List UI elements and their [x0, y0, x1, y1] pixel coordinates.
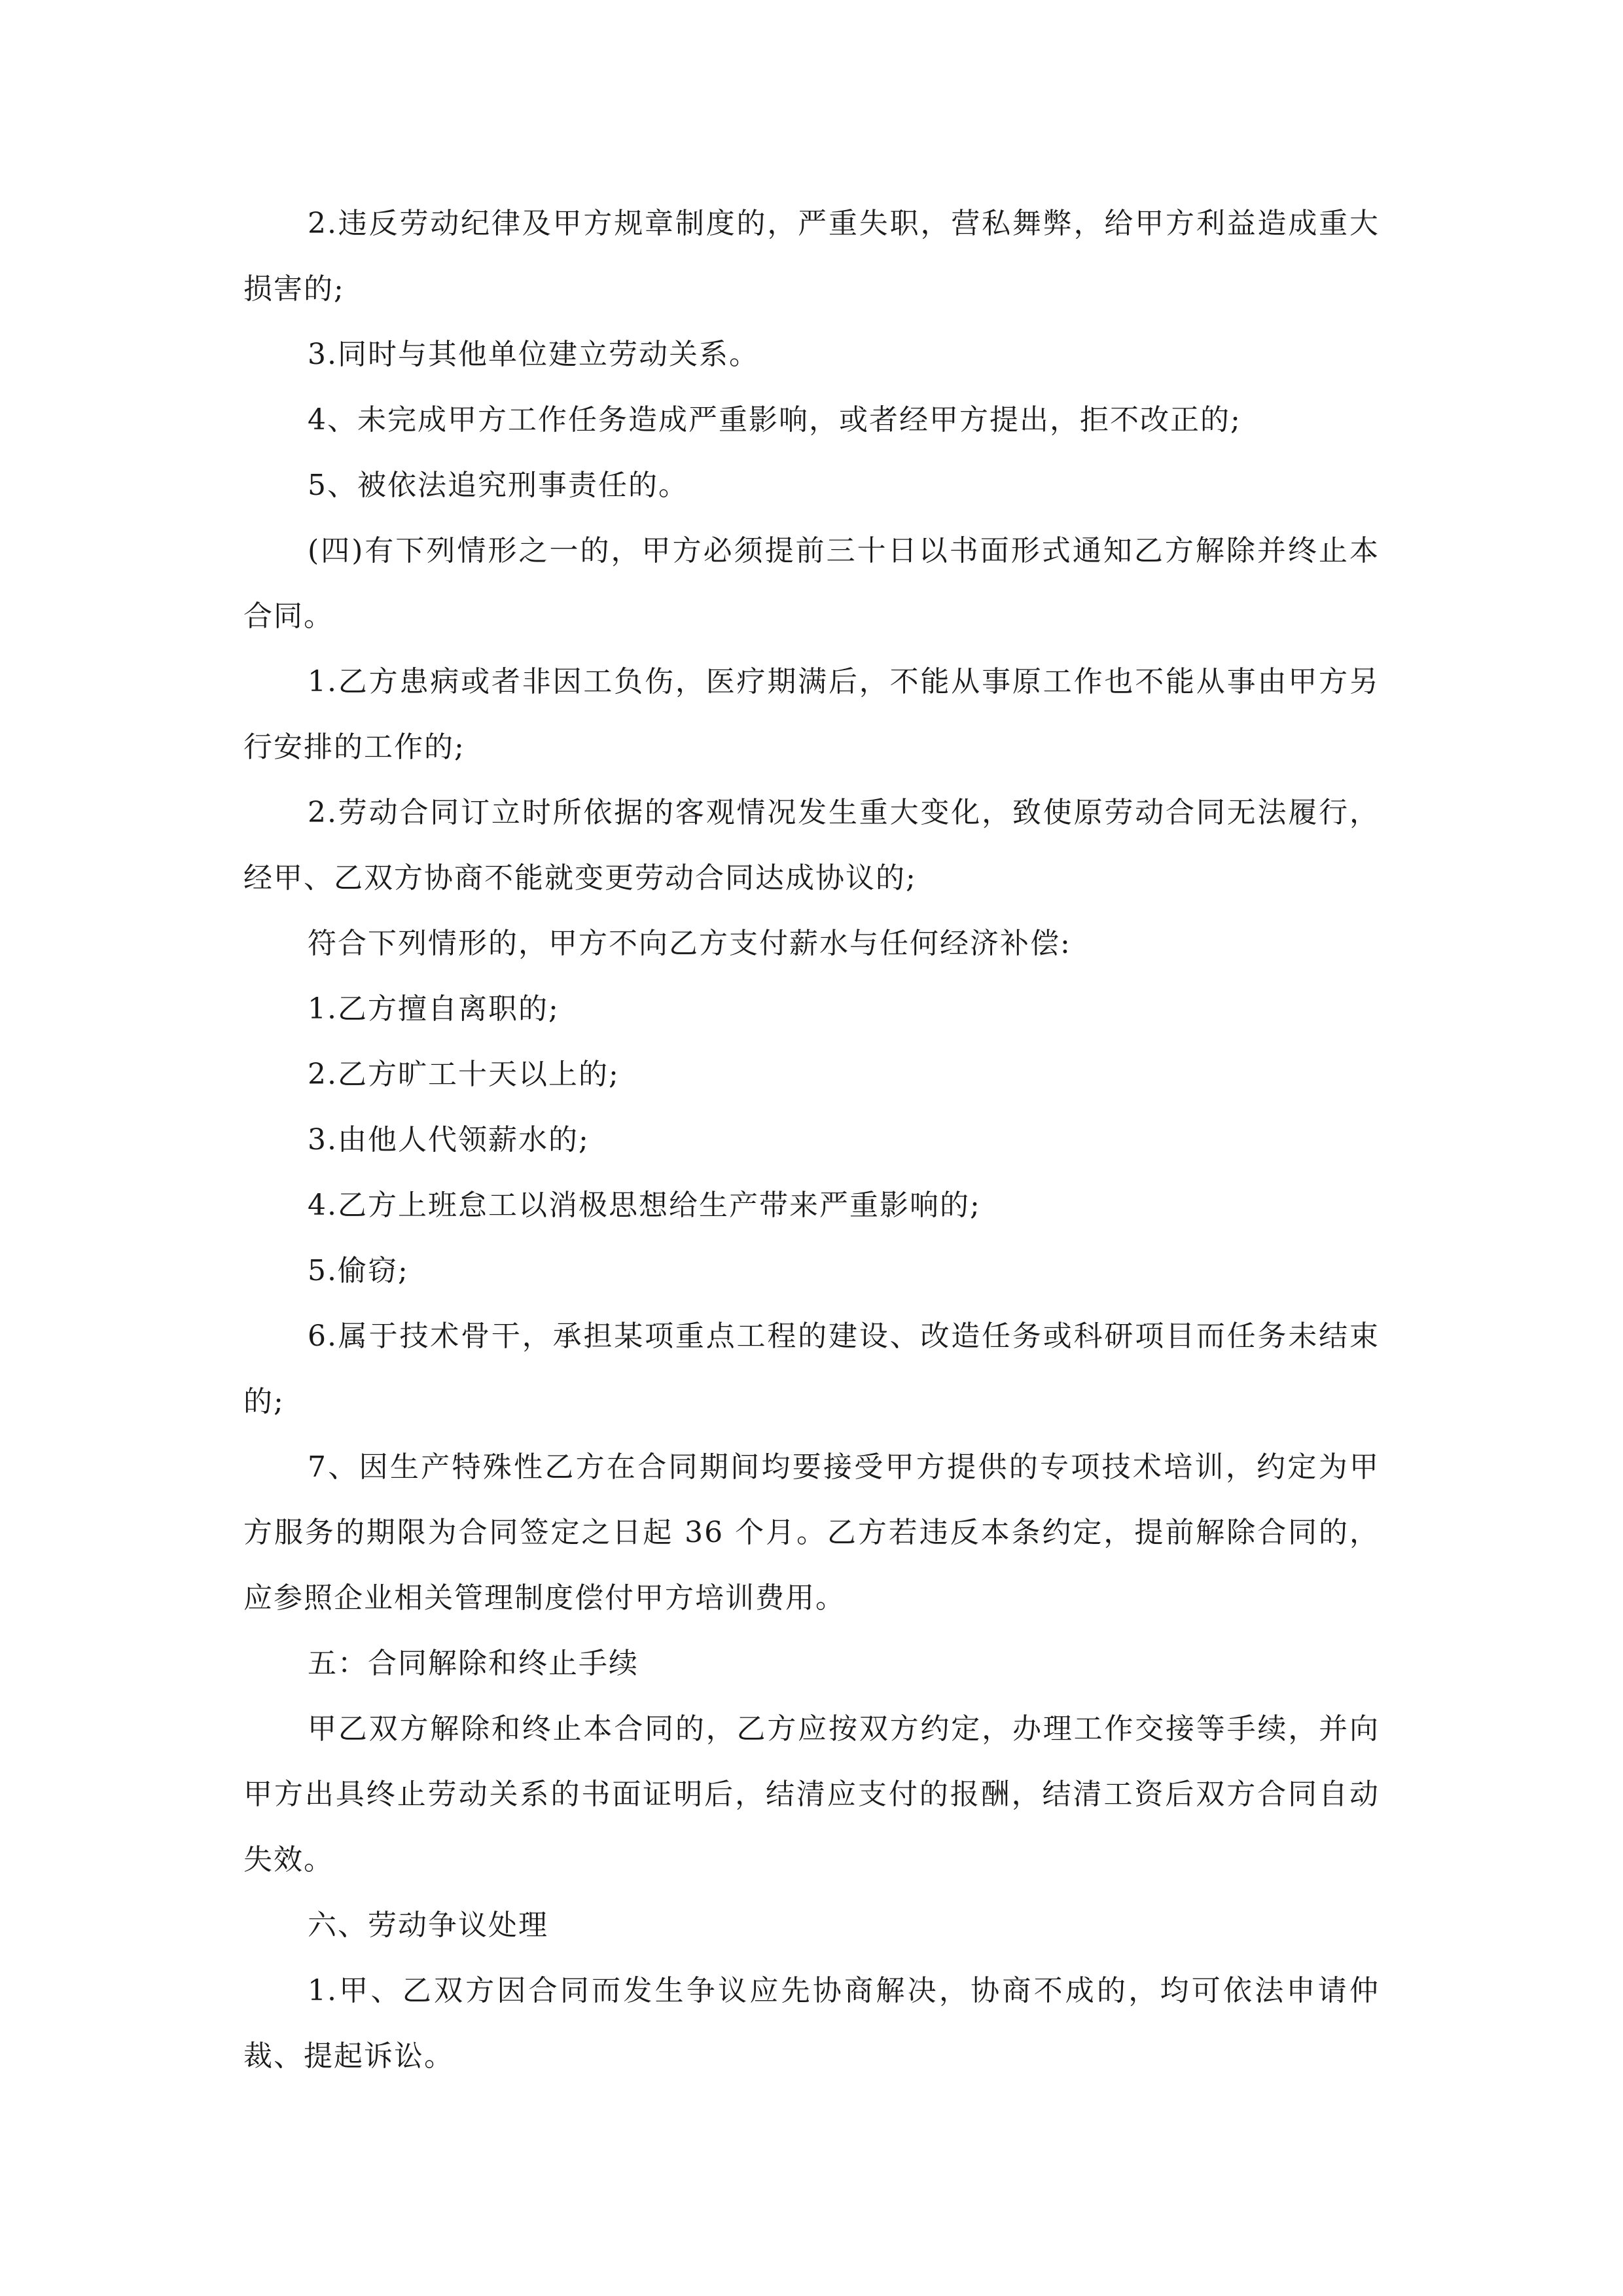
paragraph: 3.由他人代领薪水的;	[308, 1123, 590, 1157]
paragraph: 6.属于技术骨干，承担某项重点工程的建设、改造任务或科研项目而任务未结束的;	[243, 1319, 1380, 1418]
section-heading: 五：合同解除和终止手续	[308, 1647, 639, 1680]
paragraph: 3.同时与其他单位建立劳动关系。	[308, 338, 759, 371]
paragraph: 甲乙双方解除和终止本合同的，乙方应按双方约定，办理工作交接等手续，并向甲方出具终止劳动关系的书面证明后，结清应支付的报酬，结清工资后双方合同自动失效。	[243, 1712, 1380, 1876]
paragraph: 4、未完成甲方工作任务造成严重影响，或者经甲方提出，拒不改正的;	[308, 403, 1241, 437]
paragraph: 1.乙方擅自离职的;	[308, 992, 560, 1026]
paragraph: 符合下列情形的，甲方不向乙方支付薪水与任何经济补偿:	[308, 927, 1071, 960]
paragraph: 1.甲、乙双方因合同而发生争议应先协商解决，协商不成的，均可依法申请仲裁、提起诉讼。	[243, 1974, 1380, 2073]
paragraph: 2.乙方旷工十天以上的;	[308, 1058, 620, 1091]
paragraph: 1.乙方患病或者非因工负伤，医疗期满后，不能从事原工作也不能从事由甲方另行安排的工作的;	[243, 665, 1380, 764]
paragraph: 7、因生产特殊性乙方在合同期间均要接受甲方提供的专项技术培训，约定为甲方服务的期限为合同签定之日起 36 个月。乙方若违反本条约定，提前解除合同的，应参照企业相关管理制度偿付甲方培训费用。	[243, 1450, 1380, 1615]
paragraph: (四)有下列情形之一的，甲方必须提前三十日以书面形式通知乙方解除并终止本合同。	[243, 534, 1380, 633]
section-heading: 六、劳动争议处理	[308, 1909, 548, 1942]
paragraph: 2.违反劳动纪律及甲方规章制度的，严重失职，营私舞弊，给甲方利益造成重大损害的;	[243, 207, 1380, 306]
paragraph: 5、被依法追究刑事责任的。	[308, 469, 688, 502]
paragraph: 2.劳动合同订立时所依据的客观情况发生重大变化，致使原劳动合同无法履行，经甲、乙双方协商不能就变更劳动合同达成协议的;	[243, 796, 1380, 895]
paragraph: 4.乙方上班怠工以消极思想给生产带来严重影响的;	[308, 1189, 981, 1222]
paragraph: 5.偷窃;	[308, 1254, 409, 1287]
document-body	[243, 191, 1380, 2089]
